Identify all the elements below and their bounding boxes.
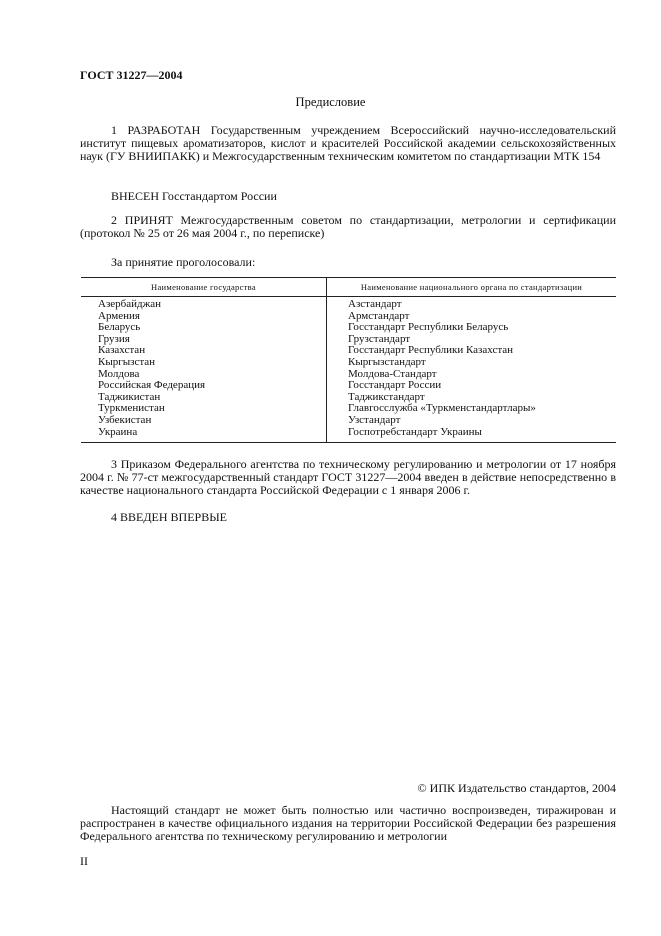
body-cell: Армстандарт: [348, 309, 410, 322]
state-cell: Российская Федерация: [98, 379, 206, 392]
clause-developed: 1 РАЗРАБОТАН Государственным учреждением Всероссийский научно-исследовательский институт пищевых ароматизаторов, кислот и красителей Российской академии сельскохозяйственных наук (ГУ ВНИИПАКК) и Межгосударственным техническим комитетом по стандартизации МТК 154: [80, 123, 616, 163]
copyright: © ИПК Издательство стандартов, 2004: [417, 781, 616, 795]
state-cell: Туркменистан: [98, 402, 165, 415]
clause-adopted: 2 ПРИНЯТ Межгосударственным советом по стандартизации, метрологии и сертификации (протокол № 25 от 26 мая 2004 г., по переписке): [80, 213, 616, 240]
state-cell: Молдова: [98, 367, 140, 380]
standard-code: ГОСТ 31227—2004: [80, 68, 183, 82]
state-cell: Таджикистан: [98, 390, 161, 403]
header-standards-body: Наименование национального органа по стандартизации: [360, 282, 583, 292]
body-cell: Азстандарт: [348, 298, 402, 310]
state-cell: Азербайджан: [98, 298, 162, 310]
state-cell: Кыргызстан: [98, 355, 156, 368]
body-cell: Госстандарт Республики Казахстан: [348, 344, 514, 357]
page-number: II: [80, 854, 88, 868]
table-row: [81, 380, 616, 392]
table-row: [81, 299, 616, 311]
state-cell: Узбекистан: [98, 413, 152, 426]
body-cell: Госстандарт Республики Беларусь: [348, 321, 509, 334]
state-cell: Беларусь: [98, 321, 141, 334]
body-cell: Узстандарт: [348, 413, 401, 426]
table-row: [81, 427, 616, 439]
body-cell: Кыргызстандарт: [348, 355, 426, 368]
state-cell: Армения: [98, 309, 140, 322]
table-row: [81, 415, 616, 427]
clause-first-time: 4 ВВЕДЕН ВПЕРВЫЕ: [111, 510, 227, 524]
copyright-notice: Настоящий стандарт не может быть полностью или частично воспроизведен, тиражирован и распространен в качестве официального издания на территории Российской Федерации без разрешения Федерального агентства по техническому регулированию и метрологии: [80, 803, 616, 843]
table-row: [81, 357, 616, 369]
header-divider: [81, 296, 616, 297]
state-cell: Грузия: [98, 332, 130, 345]
body-cell: Молдова-Стандарт: [348, 367, 437, 380]
clause-order: 3 Приказом Федерального агентства по техническому регулированию и метрологии от 17 ноября 2004 г. № 77-ст межгосударственный стандарт ГОСТ 31227—2004 введен в действие непосредственно в качестве национального стандарта Российской Федерации с 1 января 2006 г.: [80, 457, 616, 497]
body-cell: Главгосслужба «Туркменстандартлары»: [348, 402, 536, 415]
body-cell: Госстандарт России: [348, 379, 442, 392]
body-cell: Таджикстандарт: [348, 390, 425, 403]
header-state: Наименование государства: [151, 282, 256, 292]
vote-table: [81, 277, 616, 443]
section-title: Предисловие: [295, 95, 366, 109]
body-cell: Грузстандарт: [348, 332, 411, 345]
table-body: [81, 299, 616, 438]
clause-submitted: ВНЕСЕН Госстандартом России: [111, 189, 277, 203]
state-cell: Казахстан: [98, 344, 146, 357]
voted-intro: За принятие проголосовали:: [111, 255, 256, 269]
state-cell: Украина: [98, 425, 138, 438]
body-cell: Госпотребстандарт Украины: [348, 425, 482, 438]
